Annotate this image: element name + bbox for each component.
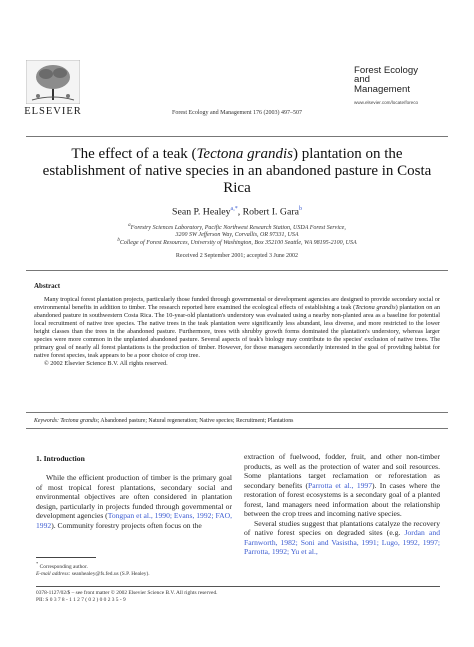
copyright-notice: © 2002 Elsevier Science B.V. All rights reserved.: [44, 360, 168, 368]
title-text-2: ) plantation on the establishment of native species in an abandoned pasture in Costa Rica: [42, 146, 432, 196]
corresponding-marker: *: [36, 561, 39, 566]
abstract-body: [34, 296, 440, 368]
affiliation-b: [40, 237, 434, 247]
right-column: [244, 452, 440, 557]
intro-p2-citations[interactable]: Jordan and Farnworth, 1982; Soni and Vasistha, 1991; Lugo, 1992, 1997; Parrotta, 1992; Yu et al.,: [244, 528, 441, 557]
bottom-divider: [36, 586, 440, 587]
email-note: [36, 571, 232, 578]
abstract-top-divider: [26, 270, 448, 271]
footnotes: [36, 560, 232, 578]
keywords-divider: [26, 412, 448, 413]
keywords: [34, 418, 440, 424]
keywords-bottom-divider: [26, 428, 448, 429]
affiliation-a-line-1: Forestry Sciences Laboratory, Pacific Northwest Research Station, USDA Forest Service,: [130, 225, 346, 231]
issn-line: 0378-1127/02/$ – see front matter © 2002 Elsevier Science B.V. All rights reserved.: [36, 590, 218, 596]
intro-p1-citations[interactable]: Tongpan et al., 1990; Evans, 1992; FAO, 1992: [36, 511, 232, 530]
article-title: [40, 146, 434, 197]
journal-logo: [354, 66, 454, 105]
author-2: Robert I. Gara: [242, 206, 299, 218]
affiliation-a-marker: a: [128, 223, 131, 228]
affiliation-b-text: College of Forest Resources, University of Washington, Box 352100 Seattle, WA 98195-2100, USA: [119, 240, 357, 246]
intro-paragraph-2: [244, 519, 440, 557]
intro-p1-cont-citation[interactable]: Parrotta et al., 1997: [308, 480, 373, 490]
abstract-heading: Abstract: [34, 282, 61, 290]
author-2-affiliation-link[interactable]: b: [298, 206, 302, 212]
intro-p1-cont-text-b: ). In cases where the restoration of forest ecosystems is a secondary goal of a planted forest, land managers need information about the relationship between the crop trees and incoming native species.: [244, 480, 440, 519]
intro-p2-text-a: Several studies suggest that plantations catalyze the recovery of native forest species on degraded sites (e.g.: [244, 518, 440, 538]
intro-paragraph-1: [36, 473, 232, 530]
publisher-name: ELSEVIER: [24, 106, 82, 117]
abstract-text-2: ) plantation on an abandoned pasture in southwestern Costa Rica. The 10-year-old plantation's understory was evaluated using a nearby non-planted area as a baseline for potential local recruitment of native tree species. The native trees in the teak plantation were significantly less abundant, less diverse, and more restricted to the lower height classes than the trees in the abandoned pasture. Furthermore, trees with shrubby growth forms dominated the plantation's understory, whereas larger species were more common in the unplanted abandoned pasture. Several aspects of teak's biology may contribute to the species' exclusion of native trees. The primary goal of nearly all forest plantations is the production of timber. However, for those managers secondarily interested in the goal of providing habitat for native forest species, teak appears to be a poor choice of crop tree.: [34, 304, 440, 360]
intro-p1-text-b: ). Community forestry projects often focus on the: [51, 520, 202, 530]
corresponding-author-text: Corresponding author.: [39, 563, 88, 570]
intro-paragraph-1-continued: [244, 452, 440, 519]
affiliation-b-marker: b: [117, 238, 120, 243]
title-species: Tectona grandis: [196, 146, 294, 162]
header-divider: [26, 136, 448, 137]
affiliation-a-line-2: 3200 SW Jefferson Way, Corvallis, OR 97331, USA: [175, 232, 299, 239]
received-dates: Received 2 September 2001; accepted 3 June 2002: [175, 253, 299, 259]
pii-line: PII: S 0 3 7 8 - 1 1 2 7 ( 0 2 ) 0 0 2 3 5 - 9: [36, 597, 126, 604]
author-line: [0, 206, 474, 217]
email-address[interactable]: seanhealey@fs.fed.us (S.P. Healey).: [71, 570, 150, 577]
footnote-divider: [36, 557, 96, 558]
keyword-species: Tectona grandis: [60, 418, 98, 424]
section-heading-introduction: 1. Introduction: [36, 454, 85, 463]
author-1: Sean P. Healey: [172, 206, 231, 218]
author-separator: ,: [237, 206, 243, 218]
keywords-label: Keywords:: [34, 418, 59, 424]
journal-url[interactable]: www.elsevier.com/locate/foreco: [354, 100, 419, 106]
journal-name-line-3: Management: [354, 83, 410, 95]
left-column: [36, 436, 232, 530]
journal-name-line-1: Forest Ecology: [354, 65, 418, 76]
author-1-affiliation-link[interactable]: a,*: [230, 206, 238, 212]
keywords-list: ; Abandoned pasture; Natural regeneration; Native species; Recruitment; Plantations: [97, 418, 294, 424]
elsevier-tree-icon: [26, 60, 80, 104]
abstract-species: Tectona grandis: [355, 304, 396, 312]
abstract-text-1: Many tropical forest plantation projects, particularly those funded through governmental or development agencies are designed to provide secondary social or environmental benefits in addition to timber. The research reported here examined the ecological effects of establishing a teak (: [34, 296, 440, 312]
journal-name-line-2: and: [354, 74, 371, 86]
journal-citation: Forest Ecology and Management 176 (2003) 497–507: [172, 110, 302, 116]
intro-p1-text-a: While the efficient production of timber is the primary goal of most tropical forest plantations, secondary social and environmental objectives are often considered in plantation design, particularly in projects funded through governmental or development agencies (: [36, 473, 232, 521]
title-text-1: The effect of a teak (: [71, 146, 197, 162]
email-label: E-mail address:: [36, 570, 71, 577]
corresponding-author-note: [36, 560, 232, 571]
intro-p1-cont-text-a: extraction of fuelwood, fodder, fruit, and other non-timber products, as well as the protection of water and soil resources. Some plantations target reclamation or reforestation as secondary benefits (: [244, 452, 440, 490]
issn-block: [36, 590, 440, 605]
